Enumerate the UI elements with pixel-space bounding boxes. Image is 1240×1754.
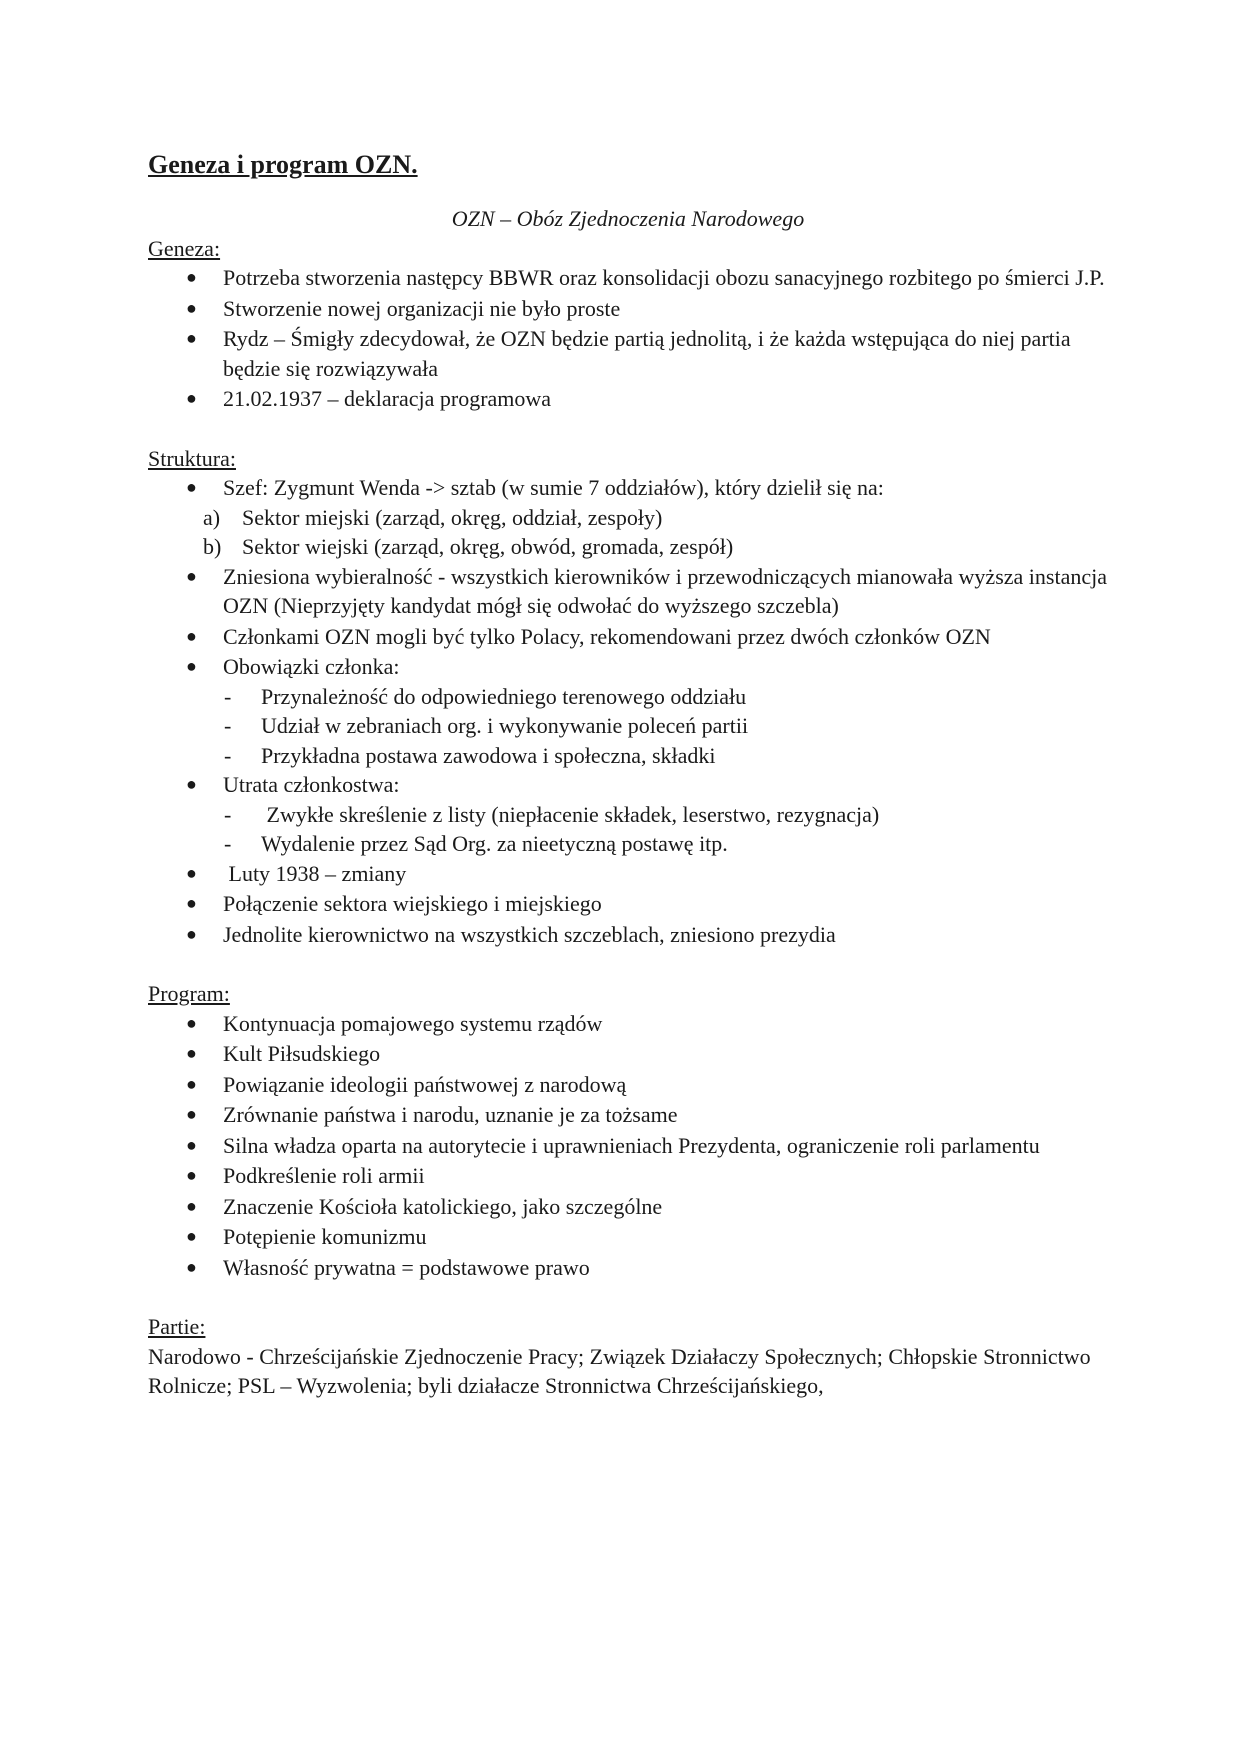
list-item: - Udział w zebraniach org. i wykonywanie poleceń partii bbox=[148, 711, 1108, 741]
section-heading-struktura: Struktura: bbox=[148, 445, 236, 471]
list-item: - Przynależność do odpowiedniego terenowego oddziału bbox=[148, 682, 1108, 712]
bullet-icon: ● bbox=[186, 1226, 197, 1246]
section-program bbox=[148, 979, 1108, 1282]
bullet-icon: ● bbox=[186, 774, 197, 794]
section-heading-partie: Partie: bbox=[148, 1314, 206, 1339]
dash-marker: - bbox=[224, 742, 232, 768]
bullet-icon: ● bbox=[186, 565, 197, 586]
bullet-icon: ● bbox=[186, 328, 197, 348]
list-item: ● Połączenie sektora wiejskiego i miejskiego bbox=[148, 889, 1108, 919]
geneza-list bbox=[148, 263, 1108, 414]
struktura-list-4 bbox=[148, 859, 1108, 950]
bullet-icon: ● bbox=[186, 297, 197, 318]
list-item: ● Zniesiona wybieralność - wszystkich kierowników i przewodniczących mianowała wyższa instancja OZN (Nieprzyjęty kandydat mógł się odwołać do wyższego szczebla) bbox=[186, 563, 1107, 618]
list-item: - Zwykłe skreślenie z listy (niepłacenie składek, leserstwo, rezygnacja) bbox=[148, 800, 1108, 830]
list-marker: a) bbox=[203, 504, 221, 530]
bullet-icon: ● bbox=[186, 656, 197, 676]
bullet-icon: ● bbox=[186, 1256, 197, 1277]
dash-marker: - bbox=[224, 683, 232, 709]
dash-marker: - bbox=[224, 801, 232, 827]
section-heading-geneza: Geneza: bbox=[148, 235, 221, 261]
spacer bbox=[148, 414, 1108, 444]
section-heading-program: Program: bbox=[148, 981, 230, 1006]
struktura-list-2 bbox=[148, 562, 1108, 682]
partie-paragraph: Narodowo - Chrześcijańskie Zjednoczenie Pracy; Związek Działaczy Społecznych; Chłopskie Stronnictwo Rolnicze; PSL – Wyzwolenia; byli działacze Stronnictwa Chrześcijańskiego, bbox=[148, 1343, 1091, 1398]
list-item: b) Sektor wiejski (zarząd, okręg, obwód, gromada, zespół) bbox=[148, 532, 1108, 562]
document-content bbox=[148, 148, 1108, 1401]
utrata-list bbox=[148, 800, 1108, 859]
list-item: ● Luty 1938 – zmiany bbox=[148, 859, 1108, 889]
list-item: ● Stworzenie nowej organizacji nie było proste bbox=[148, 294, 1108, 324]
program-list bbox=[148, 1009, 1108, 1283]
obowiazki-list bbox=[148, 682, 1108, 771]
list-item: ● Zrównanie państwa i narodu, uznanie je za tożsame bbox=[148, 1100, 1108, 1130]
list-item: ● Utrata członkostwa: bbox=[148, 770, 1108, 800]
list-item: ● Członkami OZN mogli być tylko Polacy, rekomendowani przez dwóch członków OZN bbox=[148, 622, 1108, 652]
list-item: ● Potrzeba stworzenia następcy BBWR oraz konsolidacji obozu sanacyjnego rozbitego po śmierci J.P. bbox=[148, 263, 1108, 293]
bullet-icon: ● bbox=[186, 1104, 197, 1124]
list-item: ● Znaczenie Kościoła katolickiego, jako szczególne bbox=[148, 1192, 1108, 1222]
struktura-list-3 bbox=[148, 770, 1108, 800]
list-item: ● Podkreślenie roli armii bbox=[148, 1161, 1108, 1191]
list-item: ● Kult Piłsudskiego bbox=[148, 1039, 1108, 1069]
bullet-icon: ● bbox=[186, 1165, 197, 1185]
bullet-icon: ● bbox=[186, 1012, 197, 1033]
section-struktura bbox=[148, 444, 1108, 950]
bullet-icon: ● bbox=[186, 893, 197, 913]
bullet-icon: ● bbox=[186, 1195, 197, 1216]
list-item: ● Potępienie komunizmu bbox=[148, 1222, 1108, 1252]
document-subtitle: OZN – Obóz Zjednoczenia Narodowego bbox=[451, 206, 805, 231]
section-partie bbox=[148, 1312, 1108, 1401]
list-item: ● Szef: Zygmunt Wenda -> sztab (w sumie 7 oddziałów), który dzielił się na: bbox=[148, 473, 1108, 503]
struktura-list bbox=[148, 473, 1108, 503]
list-item: ● Własność prywatna = podstawowe prawo bbox=[148, 1253, 1108, 1283]
sektory-list bbox=[148, 503, 1108, 562]
list-item: ● Obowiązki członka: bbox=[148, 652, 1108, 682]
spacer bbox=[148, 949, 1108, 979]
list-item: ● Silna władza oparta na autorytecie i uprawnieniach Prezydenta, ograniczenie roli parlamentu bbox=[148, 1131, 1108, 1161]
bullet-icon: ● bbox=[186, 1134, 197, 1155]
list-item: - Wydalenie przez Sąd Org. za nieetyczną postawę itp. bbox=[148, 829, 1108, 859]
list-item: ● Rydz – Śmigły zdecydował, że OZN będzie partią jednolitą, i że każda wstępująca do niej partia będzie się rozwiązywała bbox=[186, 326, 1071, 381]
document-title: Geneza i program OZN. bbox=[148, 150, 418, 179]
bullet-icon: ● bbox=[186, 923, 197, 944]
bullet-icon: ● bbox=[186, 862, 197, 883]
list-marker: b) bbox=[203, 534, 222, 559]
bullet-icon: ● bbox=[186, 1043, 197, 1063]
list-item: ● Powiązanie ideologii państwowej z narodową bbox=[148, 1070, 1108, 1100]
spacer bbox=[148, 1282, 1108, 1312]
list-item: ● Jednolite kierownictwo na wszystkich szczeblach, zniesiono prezydia bbox=[148, 920, 1108, 950]
dash-marker: - bbox=[224, 713, 232, 738]
bullet-icon: ● bbox=[186, 477, 197, 497]
bullet-icon: ● bbox=[186, 388, 197, 408]
bullet-icon: ● bbox=[186, 1073, 197, 1094]
bullet-icon: ● bbox=[186, 625, 197, 646]
dash-marker: - bbox=[224, 831, 232, 856]
list-item: ● 21.02.1937 – deklaracja programowa bbox=[148, 384, 1108, 414]
bullet-icon: ● bbox=[186, 267, 197, 287]
section-geneza bbox=[148, 234, 1108, 414]
list-item: - Przykładna postawa zawodowa i społeczna, składki bbox=[148, 741, 1108, 771]
list-item: a) Sektor miejski (zarząd, okręg, oddział, zespoły) bbox=[148, 503, 1108, 533]
list-item: ● Kontynuacja pomajowego systemu rządów bbox=[148, 1009, 1108, 1039]
